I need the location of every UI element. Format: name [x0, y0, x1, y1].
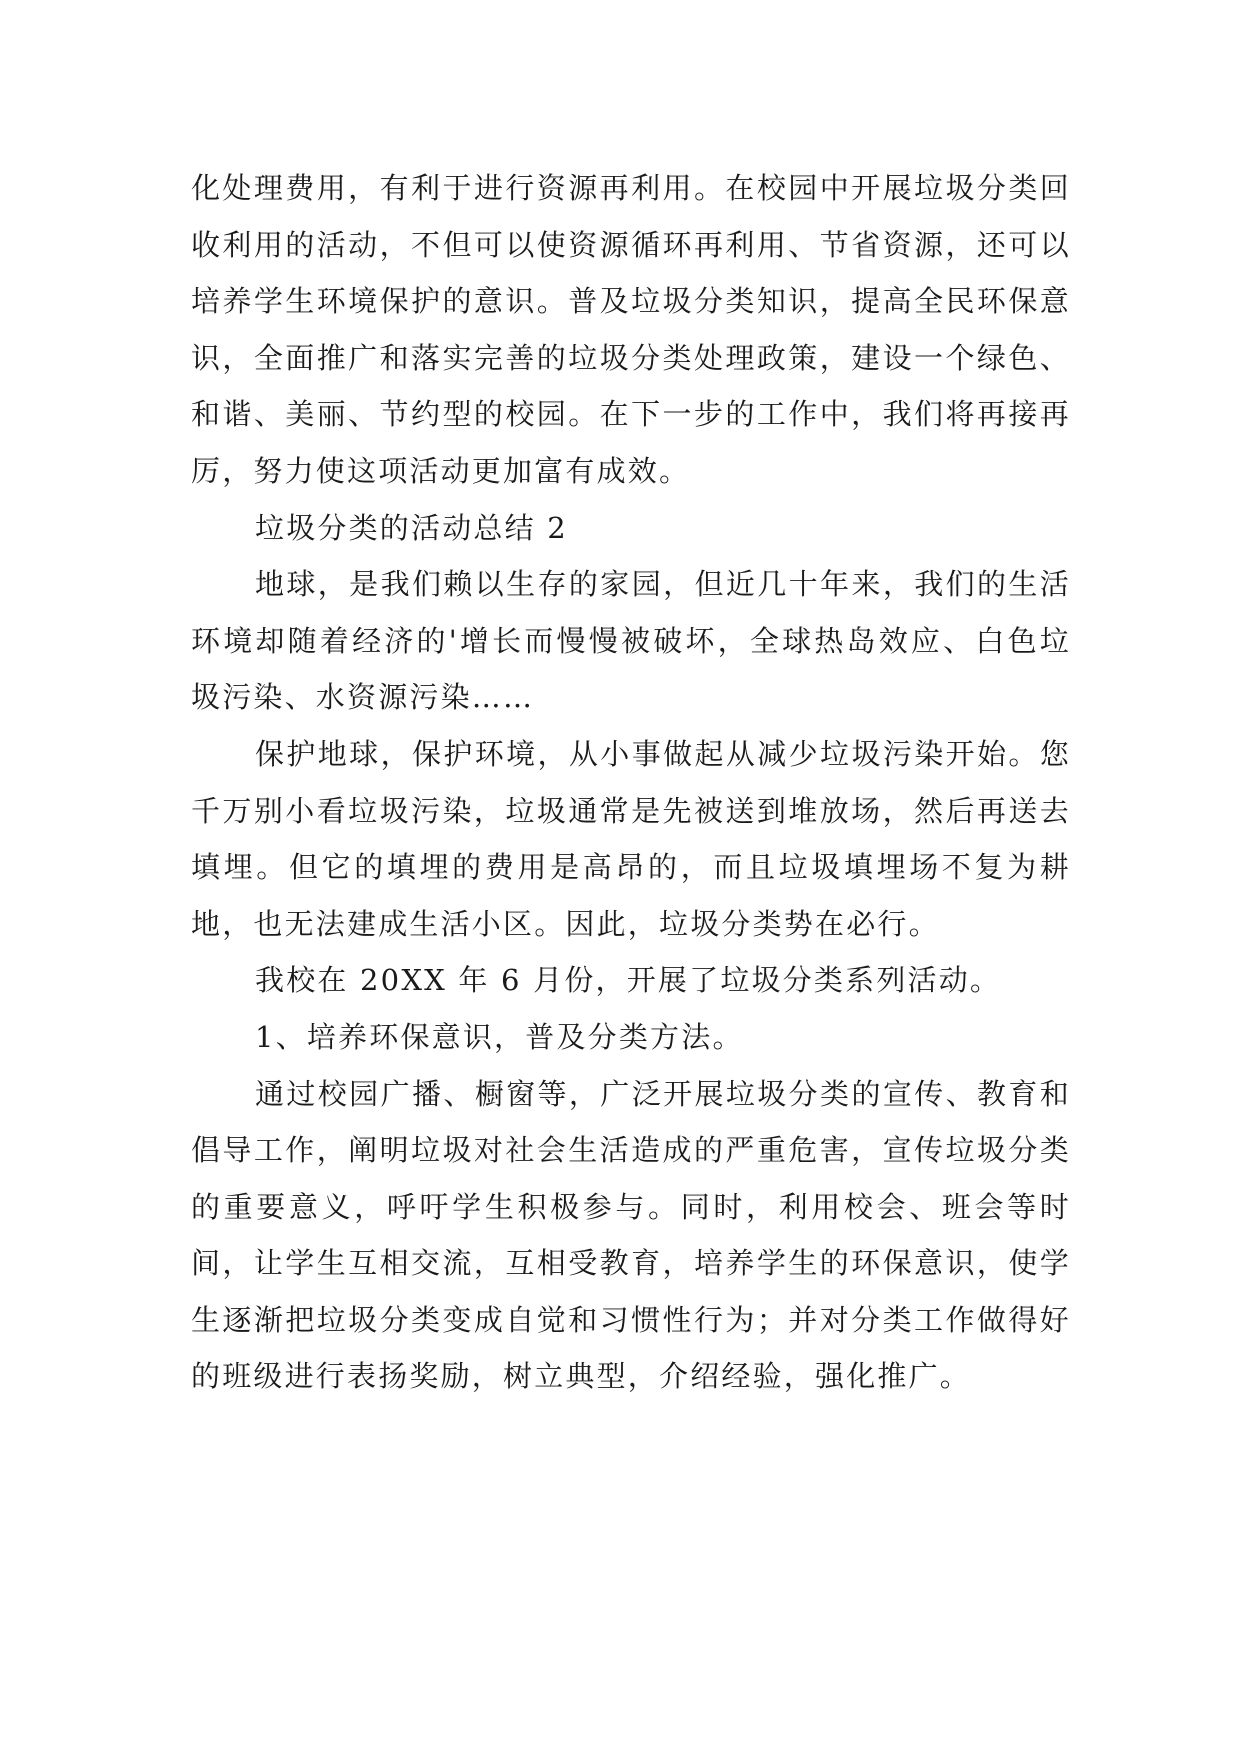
- section-heading-2: 垃圾分类的活动总结 2: [255, 510, 568, 545]
- list-item-1: 1、培养环保意识，普及分类方法。: [255, 1019, 744, 1054]
- paragraph-protect-earth: 保护地球，保护环境，从小事做起从减少垃圾污染开始。您千万别小看垃圾污染，垃圾通常是先被送到堆放场，然后再送去填埋。但它的填埋的费用是高昂的，而且垃圾填埋场不复为耕地，也无法建成生活小区。因此，垃圾分类势在必行。: [191, 736, 1071, 941]
- paragraph-earth: 地球，是我们赖以生存的家园，但近几十年来，我们的生活环境却随着经济的'增长而慢慢被破坏，全球热岛效应、白色垃圾污染、水资源污染……: [191, 567, 1071, 715]
- paragraph-campus-broadcast: 通过校园广播、橱窗等，广泛开展垃圾分类的宣传、教育和倡导工作，阐明垃圾对社会生活造成的严重危害，宣传垃圾分类的重要意义，呼吁学生积极参与。同时，利用校会、班会等时间，让学生互相交流，互相受教育，培养学生的环保意识，使学生逐渐把垃圾分类变成自觉和习惯性行为；并对分类工作做得好的班级进行表扬奖励，树立典型，介绍经验，强化推广。: [191, 1076, 1071, 1394]
- paragraph-intro-continuation: 化处理费用，有利于进行资源再利用。在校园中开展垃圾分类回收利用的活动，不但可以使资源循环再利用、节省资源，还可以培养学生环境保护的意识。普及垃圾分类知识，提高全民环保意识，全面推广和落实完善的垃圾分类处理政策，建设一个绿色、和谐、美丽、节约型的校园。在下一步的工作中，我们将再接再厉，努力使这项活动更加富有成效。: [191, 171, 1071, 488]
- paragraph-school-activity: 我校在 20XX 年 6 月份，开展了垃圾分类系列活动。: [255, 963, 1002, 998]
- document-body: [191, 160, 1071, 1405]
